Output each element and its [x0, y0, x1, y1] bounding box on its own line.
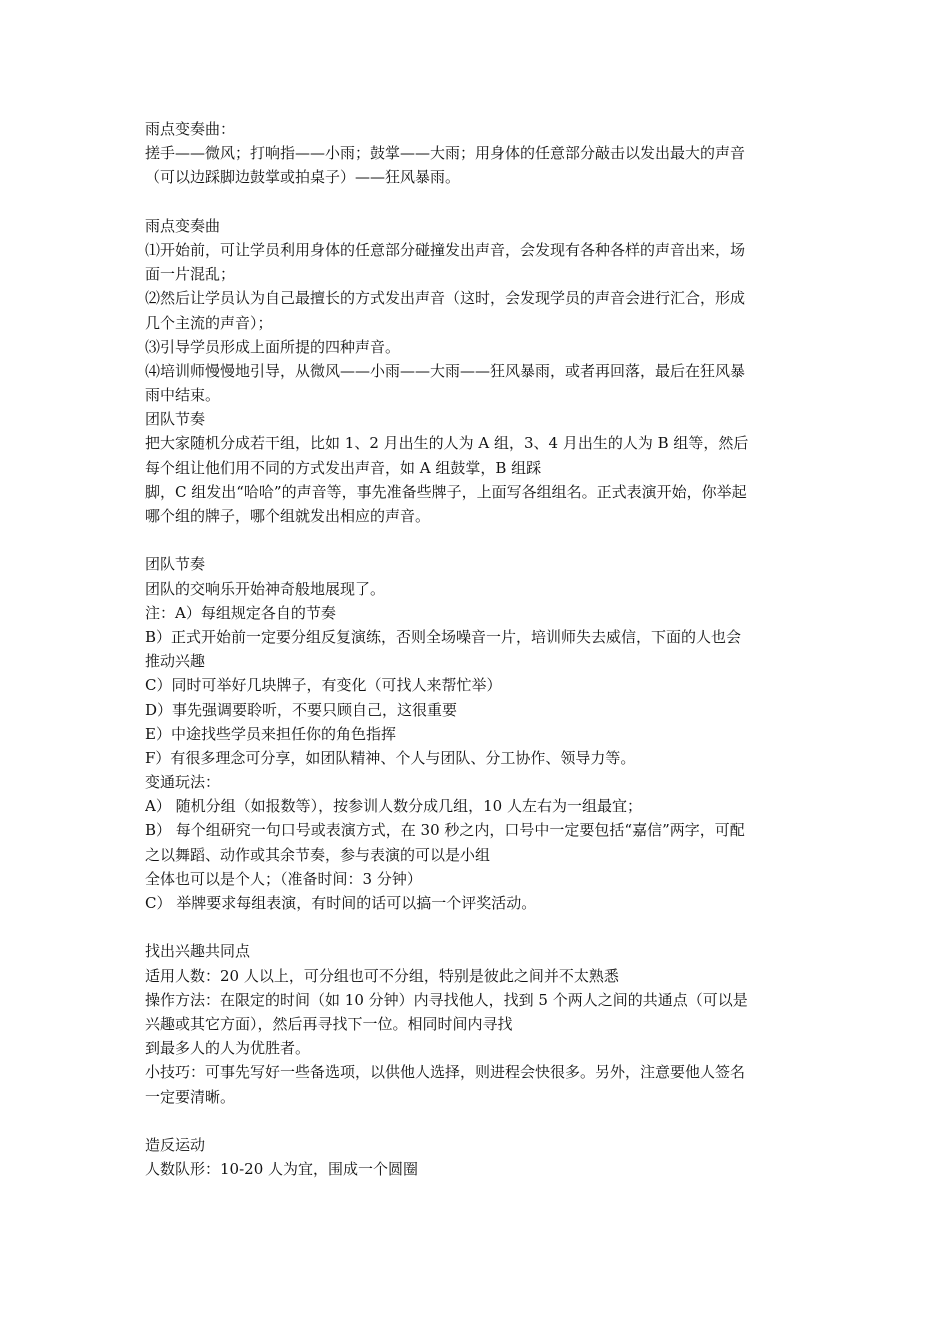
- text-line: 推动兴趣: [145, 652, 206, 671]
- text-line: 一定要清晰。: [145, 1087, 236, 1106]
- text-line: 注：A）每组规定各自的节奏: [145, 603, 336, 622]
- paragraph-spacer: [145, 190, 813, 214]
- text-line: （可以边踩脚边鼓掌或拍桌子）——狂风暴雨。: [145, 168, 461, 187]
- text-line: 雨点变奏曲: [145, 216, 221, 235]
- paragraph-spacer: [145, 915, 813, 939]
- text-line: 搓手——微风；打响指——小雨；鼓掌——大雨；用身体的任意部分敲击以发出最大的声音: [145, 144, 746, 163]
- text-line: 雨中结束。: [145, 386, 221, 405]
- text-line: 人数队形：10-20 人为宜，围成一个圆圈: [145, 1160, 419, 1179]
- text-line: B） 每个组研究一句口号或表演方式，在 30 秒之内，口号中一定要包括“嘉信”两字，可配: [145, 821, 745, 840]
- paragraph-spacer: [145, 1109, 813, 1133]
- text-line: B）正式开始前一定要分组反复演练，否则全场噪音一片，培训师失去威信，下面的人也会: [145, 627, 742, 646]
- text-line: 操作方法：在限定的时间（如 10 分钟）内寻找他人，找到 5 个两人之间的共通点（可以是: [145, 990, 748, 1009]
- text-line: 全体也可以是个人；（准备时间：3 分钟）: [145, 869, 422, 888]
- text-line: 脚，C 组发出“哈哈”的声音等，事先准备些牌子，上面写各组组名。正式表演开始，你举起: [145, 482, 747, 501]
- text-line: 造反运动: [145, 1135, 206, 1154]
- text-line: 哪个组的牌子，哪个组就发出相应的声音。: [145, 507, 431, 525]
- text-line: 团队节奏: [145, 555, 206, 574]
- paragraph-spacer: [145, 528, 813, 552]
- text-line: 之以舞蹈、动作或其余节奏，参与表演的可以是小组: [145, 845, 491, 864]
- text-line: 几个主流的声音）；: [145, 313, 273, 332]
- text-line: 团队节奏: [145, 410, 206, 429]
- document-body: [145, 117, 813, 1181]
- text-line: ⑷培训师慢慢地引导，从微风——小雨——大雨——狂风暴雨，或者再回落，最后在狂风暴: [145, 361, 746, 380]
- text-line: 找出兴趣共同点: [145, 942, 251, 961]
- text-line: 把大家随机分成若干组，比如 1、2 月出生的人为 A 组，3、4 月出生的人为 B 组等，然后: [145, 434, 749, 453]
- text-line: 雨点变奏曲：: [145, 120, 236, 138]
- text-line: ⑴开始前，可让学员利用身体的任意部分碰撞发出声音，会发现有各种各样的声音出来，场: [145, 240, 746, 259]
- text-line: 适用人数：20 人以上，可分组也可不分组，特别是彼此之间并不太熟悉: [145, 966, 619, 985]
- text-line: C）同时可举好几块牌子，有变化（可找人来帮忙举）: [145, 676, 502, 695]
- text-line: 小技巧：可事先写好一些备选项，以供他人选择，则进程会快很多。另外，注意要他人签名: [145, 1063, 746, 1082]
- text-line: 兴趣或其它方面），然后再寻找下一位。相同时间内寻找: [145, 1014, 513, 1033]
- text-line: ⑵然后让学员认为自己最擅长的方式发出声音（这时，会发现学员的声音会进行汇合，形成: [145, 289, 746, 308]
- text-line: 面一片混乱；: [145, 265, 236, 284]
- text-line: 变通玩法：: [145, 773, 221, 792]
- text-line: ⑶引导学员形成上面所提的四种声音。: [145, 337, 401, 356]
- text-line: 团队的交响乐开始神奇般地展现了。: [145, 579, 386, 598]
- text-line: 到最多人的人为优胜者。: [145, 1039, 311, 1058]
- text-line: A） 随机分组（如报数等），按参训人数分成几组，10 人左右为一组最宜；: [145, 797, 642, 816]
- text-line: 每个组让他们用不同的方式发出声音，如 A 组鼓掌，B 组踩: [145, 458, 542, 477]
- text-line: C） 举牌要求每组表演，有时间的话可以搞一个评奖活动。: [145, 894, 537, 912]
- text-line: D）事先强调要聆听，不要只顾自己，这很重要: [145, 700, 458, 719]
- text-line: F）有很多理念可分享，如团队精神、个人与团队、分工协作、领导力等。: [145, 748, 636, 767]
- text-line: E）中途找些学员来担任你的角色指挥: [145, 724, 396, 743]
